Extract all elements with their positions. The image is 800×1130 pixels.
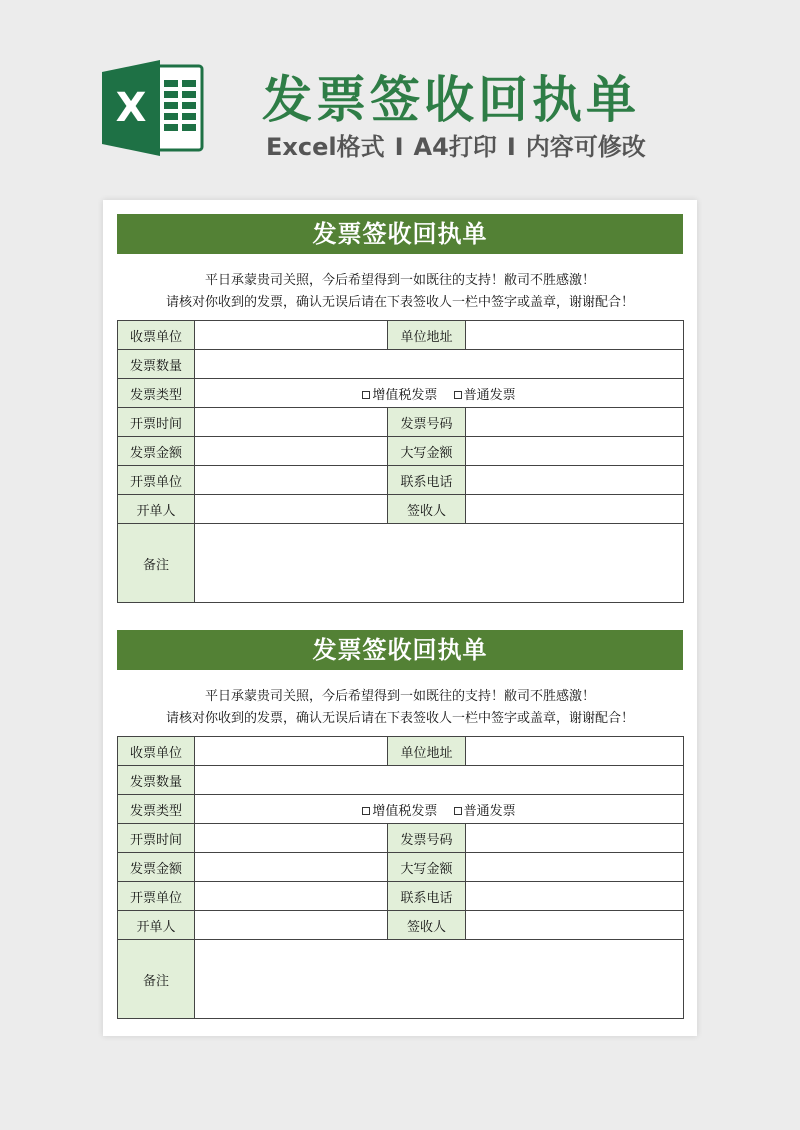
checkbox-icon[interactable]: [362, 391, 370, 399]
input-issuer[interactable]: [195, 911, 388, 940]
option-normal-invoice[interactable]: 普通发票: [454, 804, 516, 819]
receipt-form-1: [117, 214, 683, 603]
table-row: [118, 495, 684, 524]
input-unit-address[interactable]: [466, 321, 684, 350]
table-row: [118, 795, 684, 824]
label-remarks: 备注: [118, 524, 195, 603]
table-row: [118, 911, 684, 940]
form-title: 发票签收回执单: [117, 214, 683, 254]
page-header: [0, 0, 800, 200]
table-row: [118, 882, 684, 911]
checkbox-icon[interactable]: [454, 807, 462, 815]
label-receiving-unit: 收票单位: [118, 737, 195, 766]
label-unit-address: 单位地址: [388, 737, 466, 766]
document-sheet: [103, 200, 697, 1036]
intro-line-1: 平日承蒙贵司关照，今后希望得到一如既往的支持！敝司不胜感激！: [204, 689, 595, 704]
label-invoice-type: 发票类型: [118, 795, 195, 824]
label-issuer: 开单人: [118, 495, 195, 524]
option-vat-invoice[interactable]: 增值税发票: [362, 388, 437, 403]
invoice-type-options: [195, 795, 684, 824]
label-invoice-type: 发票类型: [118, 379, 195, 408]
label-issue-time: 开票时间: [118, 824, 195, 853]
table-row: [118, 437, 684, 466]
table-row: [118, 321, 684, 350]
subtitle-format: Excel格式: [266, 133, 385, 161]
receipt-table: [117, 736, 684, 1019]
table-row: [118, 766, 684, 795]
label-issuing-unit: 开票单位: [118, 882, 195, 911]
table-row: [118, 379, 684, 408]
input-invoice-amount[interactable]: [195, 437, 388, 466]
form-intro: [117, 670, 683, 730]
table-row: [118, 466, 684, 495]
label-contact-phone: 联系电话: [388, 882, 466, 911]
input-remarks[interactable]: [195, 524, 684, 603]
checkbox-icon[interactable]: [454, 391, 462, 399]
input-issuer[interactable]: [195, 495, 388, 524]
input-invoice-amount[interactable]: [195, 853, 388, 882]
checkbox-icon[interactable]: [362, 807, 370, 815]
label-receiving-unit: 收票单位: [118, 321, 195, 350]
excel-icon: [102, 58, 206, 158]
label-invoice-number: 发票号码: [388, 824, 466, 853]
subtitle-print: A4打印: [413, 133, 497, 161]
table-row: [118, 737, 684, 766]
input-signer[interactable]: [466, 495, 684, 524]
input-receiving-unit[interactable]: [195, 737, 388, 766]
intro-line-1: 平日承蒙贵司关照，今后希望得到一如既往的支持！敝司不胜感激！: [204, 273, 595, 288]
label-invoice-amount: 发票金额: [118, 437, 195, 466]
table-row: [118, 408, 684, 437]
input-issue-time[interactable]: [195, 408, 388, 437]
input-contact-phone[interactable]: [466, 882, 684, 911]
table-row: [118, 940, 684, 1019]
table-row: [118, 524, 684, 603]
input-invoice-count[interactable]: [195, 766, 684, 795]
invoice-type-options: [195, 379, 684, 408]
input-amount-uppercase[interactable]: [466, 853, 684, 882]
label-invoice-amount: 发票金额: [118, 853, 195, 882]
input-invoice-count[interactable]: [195, 350, 684, 379]
page-subtitle: [266, 127, 646, 162]
label-amount-uppercase: 大写金额: [388, 437, 466, 466]
subtitle-editable: 内容可修改: [525, 133, 646, 161]
table-row: [118, 350, 684, 379]
label-issuer: 开单人: [118, 911, 195, 940]
input-signer[interactable]: [466, 911, 684, 940]
label-issue-time: 开票时间: [118, 408, 195, 437]
label-signer: 签收人: [388, 495, 466, 524]
input-amount-uppercase[interactable]: [466, 437, 684, 466]
svg-text:X: X: [115, 85, 147, 131]
input-invoice-number[interactable]: [466, 408, 684, 437]
subtitle-separator: I: [506, 133, 516, 161]
option-vat-invoice[interactable]: 增值税发票: [362, 804, 437, 819]
input-receiving-unit[interactable]: [195, 321, 388, 350]
label-remarks: 备注: [118, 940, 195, 1019]
label-amount-uppercase: 大写金额: [388, 853, 466, 882]
receipt-form-2: [117, 630, 683, 1019]
page-title: 发票签收回执单: [262, 71, 640, 129]
label-invoice-number: 发票号码: [388, 408, 466, 437]
intro-line-2: 请核对你收到的发票，确认无误后请在下表签收人一栏中签字或盖章，谢谢配合！: [165, 295, 634, 310]
label-invoice-count: 发票数量: [118, 766, 195, 795]
input-issuing-unit[interactable]: [195, 882, 388, 911]
receipt-table: [117, 320, 684, 603]
label-invoice-count: 发票数量: [118, 350, 195, 379]
subtitle-separator: I: [394, 133, 404, 161]
table-row: [118, 824, 684, 853]
label-unit-address: 单位地址: [388, 321, 466, 350]
label-contact-phone: 联系电话: [388, 466, 466, 495]
input-invoice-number[interactable]: [466, 824, 684, 853]
table-row: [118, 853, 684, 882]
form-intro: [117, 254, 683, 314]
label-issuing-unit: 开票单位: [118, 466, 195, 495]
input-issuing-unit[interactable]: [195, 466, 388, 495]
intro-line-2: 请核对你收到的发票，确认无误后请在下表签收人一栏中签字或盖章，谢谢配合！: [165, 711, 634, 726]
option-normal-invoice[interactable]: 普通发票: [454, 388, 516, 403]
input-issue-time[interactable]: [195, 824, 388, 853]
label-signer: 签收人: [388, 911, 466, 940]
form-title: 发票签收回执单: [117, 630, 683, 670]
input-unit-address[interactable]: [466, 737, 684, 766]
input-remarks[interactable]: [195, 940, 684, 1019]
input-contact-phone[interactable]: [466, 466, 684, 495]
